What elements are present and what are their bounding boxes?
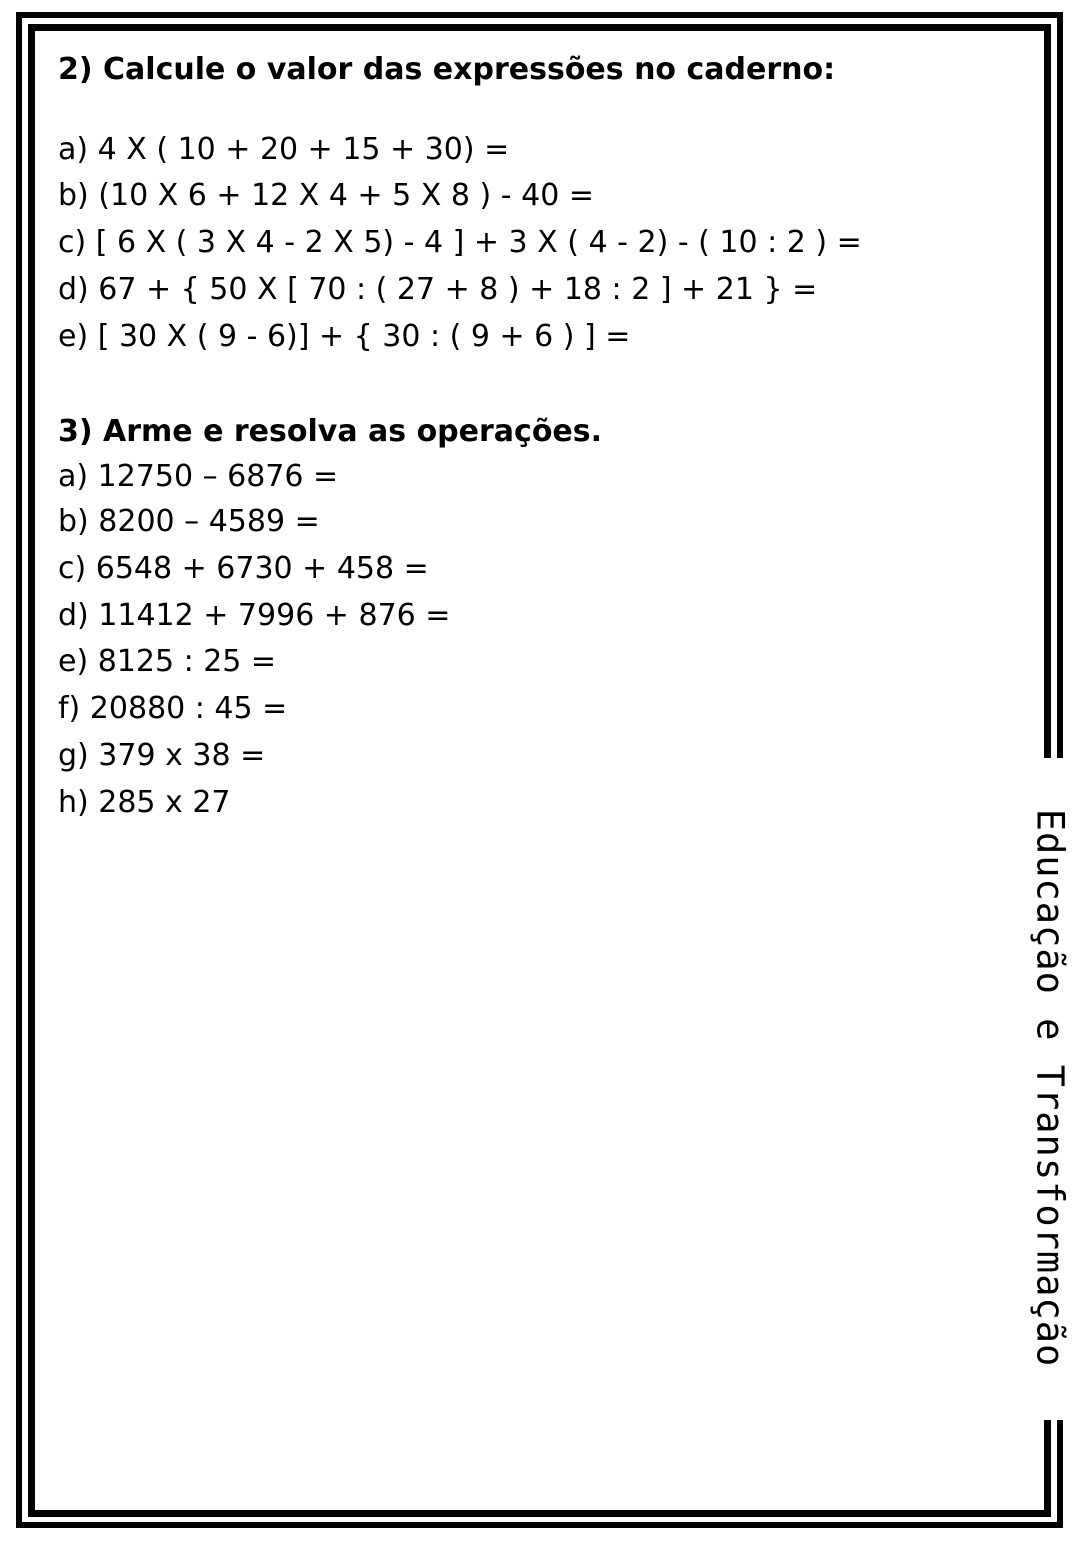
section3-item-b: b) 8200 – 4589 = [58, 504, 320, 539]
section3-item-f: f) 20880 : 45 = [58, 691, 288, 726]
section3-item-d: d) 11412 + 7996 + 876 = [58, 598, 451, 633]
section3-item-g: g) 379 x 38 = [58, 738, 266, 773]
watermark: Educação e Transformação [1028, 808, 1072, 1368]
section3-item-a: a) 12750 – 6876 = [58, 459, 339, 494]
section2-item-e: e) [ 30 X ( 9 - 6)] + { 30 : ( 9 + 6 ) ] = [58, 319, 631, 354]
section2-item-c: c) [ 6 X ( 3 X 4 - 2 X 5) - 4 ] + 3 X ( 4 - 2) - ( 10 : 2 ) = [58, 225, 862, 260]
section2-item-d: d) 67 + { 50 X [ 70 : ( 27 + 8 ) + 18 : 2 ] + 21 } = [58, 272, 818, 307]
section3-item-c: c) 6548 + 6730 + 458 = [58, 551, 429, 586]
section2-title: 2) Calcule o valor das expressões no caderno: [58, 52, 836, 87]
section3-item-h: h) 285 x 27 [58, 785, 231, 820]
section3-title: 3) Arme e resolva as operações. [58, 414, 603, 449]
section3-item-e: e) 8125 : 25 = [58, 644, 277, 679]
section2-item-a: a) 4 X ( 10 + 20 + 15 + 30) = [58, 132, 510, 167]
section2-item-b: b) (10 X 6 + 12 X 4 + 5 X 8 ) - 40 = [58, 178, 594, 213]
